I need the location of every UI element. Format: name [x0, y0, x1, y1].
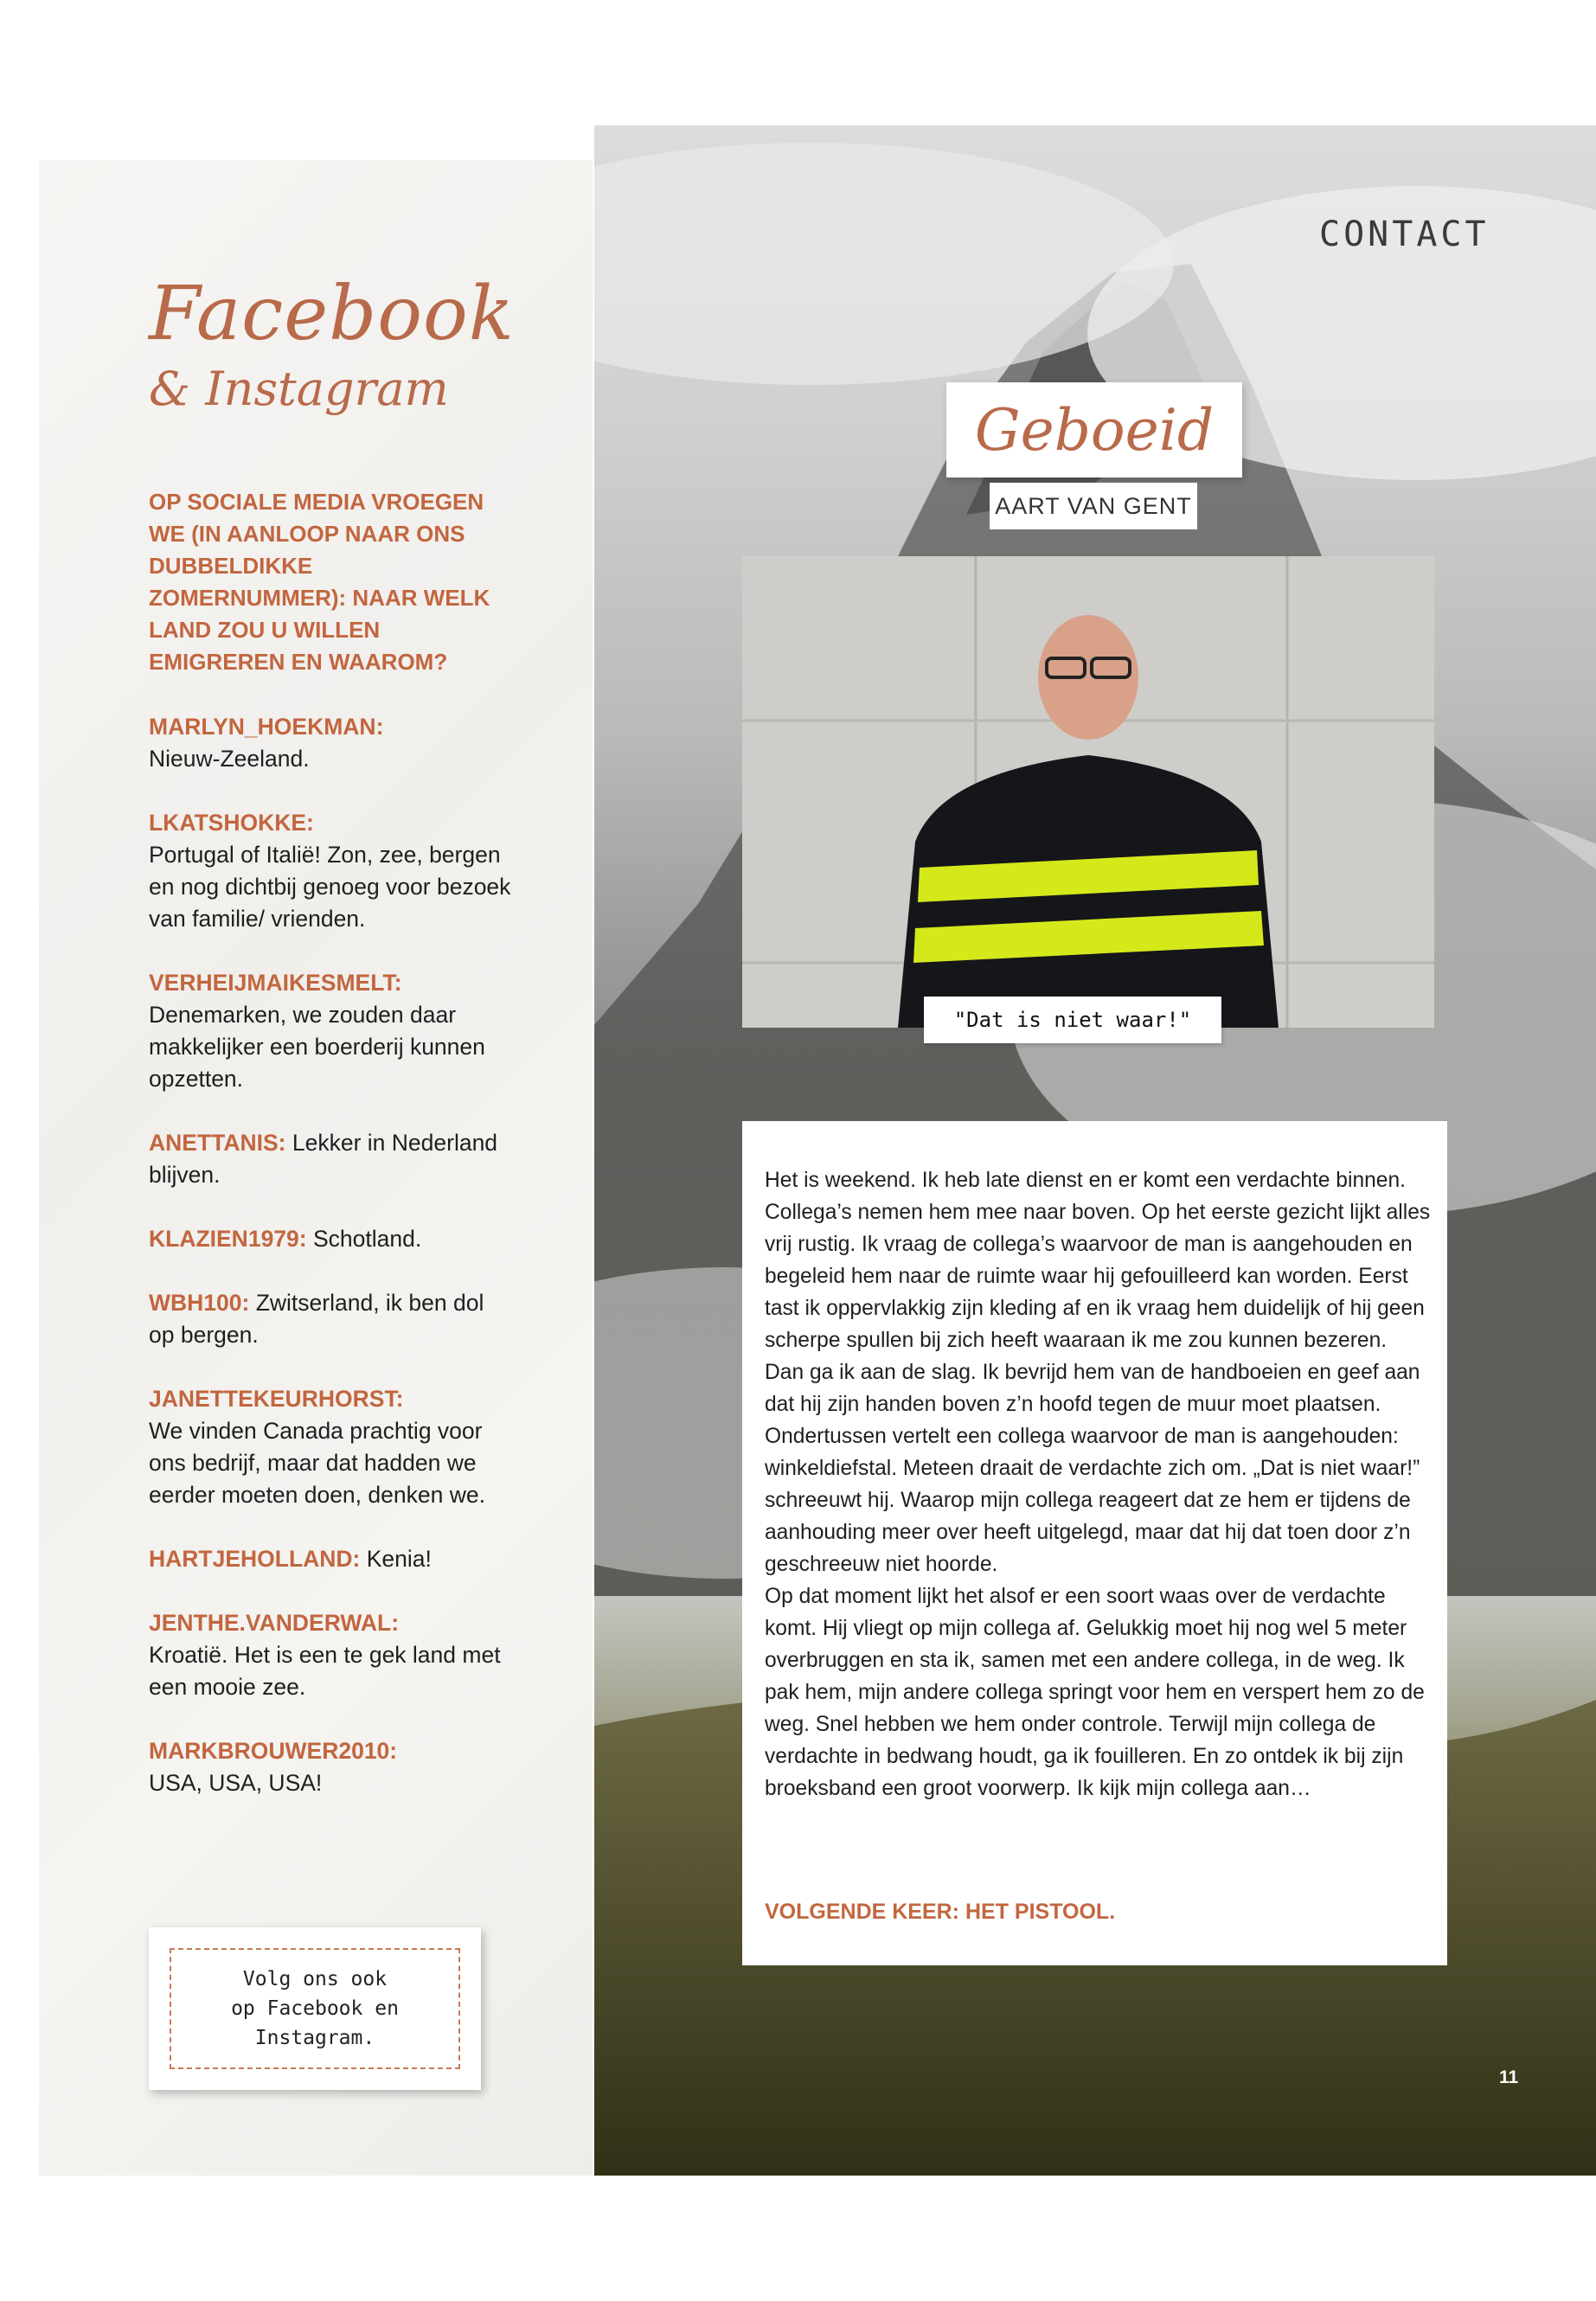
answer-handle: KLAZIEN1979:	[149, 1226, 307, 1252]
answer-handle: JENTHE.VANDERWAL:	[149, 1610, 400, 1636]
page-number: 11	[1499, 2067, 1519, 2087]
answer-handle: ANETTANIS:	[149, 1130, 286, 1156]
answer-item	[149, 711, 512, 775]
answer-handle: MARLYN_HOEKMAN:	[149, 714, 384, 740]
story-paragraph: Op dat moment lijkt het alsof er een soort waas over de verdachte komt. Hij vliegt op mijn collega af. Gelukkig moet hij nog wel 5 meter overbruggen en sta ik, samen met een andere collega, in de weg. Ik pak hem, mijn andere collega springt voor hem en verspert hem zo de weg. Snel hebben we hem onder controle. Terwijl mijn collega de verdachte in bedwang houdt, ga ik fouilleren. En zo ontdek ik bij zijn broeksband een groot voorwerp. Ik kijk mijn collega aan…	[765, 1585, 1425, 1800]
answer-text: Denemarken, we zouden daar makkelijker een boerderij kunnen opzetten.	[149, 1002, 485, 1092]
answer-text: Zwitserland, ik ben dol op bergen.	[149, 1290, 484, 1348]
answer-item	[149, 1383, 512, 1511]
police-officer-photo	[742, 556, 1434, 1028]
answer-handle: MARKBROUWER2010:	[149, 1738, 398, 1764]
answer-item	[149, 1287, 512, 1351]
answer-text: Kenia!	[366, 1546, 432, 1572]
answer-text: Lekker in Nederland blijven.	[149, 1130, 498, 1188]
answer-item	[149, 967, 512, 1095]
answer-item	[149, 807, 512, 935]
follow-note: Volg ons ook op Facebook en Instagram.	[170, 1948, 460, 2069]
officer-portrait-illustration	[742, 556, 1434, 1028]
story-text	[765, 1164, 1431, 1804]
section-label: CONTACT	[1319, 215, 1490, 254]
instagram-subtitle: & Instagram	[149, 362, 449, 416]
answer-handle: WBH100:	[149, 1290, 250, 1316]
facebook-title: Facebook	[149, 271, 515, 357]
answer-item	[149, 1607, 512, 1703]
story-paragraph: Het is weekend. Ik heb late dienst en er komt een verdachte binnen. Collega’s nemen hem mee naar boven. Op het eerste gezicht lijkt alles vrij rustig. Ik vraag de collega’s waarvoor de man is aangehouden en begeleid hem naar de ruimte waar hij gefouilleerd kan worden. Eerst tast ik oppervlakkig zijn kleding af en ik vraag hem duidelijk of hij geen scherpe spullen bij zich heeft waaraan ik me zou kunnen bezeren. Dan ga ik aan de slag. Ik bevrijd hem van de handboeien en geef aan dat hij zijn handen boven z’n hoofd tegen de muur moet plaatsen.	[765, 1169, 1431, 1416]
answer-text: USA, USA, USA!	[149, 1770, 323, 1796]
column-title: Geboeid	[946, 382, 1242, 478]
answer-handle: JANETTEKEURHORST:	[149, 1386, 404, 1412]
answers-list	[149, 711, 512, 1831]
answer-text: We vinden Canada prachtig voor ons bedrijf, maar dat hadden we eerder moeten doen, denken we.	[149, 1418, 485, 1508]
answer-handle: HARTJEHOLLAND:	[149, 1546, 361, 1572]
answer-text: Portugal of Italië! Zon, zee, bergen en nog dichtbij genoeg voor bezoek van familie/ vrienden.	[149, 842, 511, 932]
column-author: AART VAN GENT	[990, 483, 1197, 529]
answer-text: Schotland.	[312, 1226, 422, 1252]
answer-text: Nieuw-Zeeland.	[149, 746, 310, 772]
answer-item	[149, 1127, 512, 1191]
answer-item	[149, 1735, 512, 1799]
next-episode-teaser: VOLGENDE KEER: HET PISTOOL.	[765, 1900, 1116, 1924]
answer-handle: VERHEIJMAIKESMELT:	[149, 970, 402, 996]
answer-item	[149, 1543, 512, 1575]
answer-item	[149, 1223, 512, 1255]
social-question: OP SOCIALE MEDIA VROEGEN WE (IN AANLOOP NAAR ONS DUBBELDIKKE ZOMERNUMMER): NAAR WELK LAND ZOU U WILLEN EMIGREREN EN WAAROM?	[149, 489, 490, 675]
answer-text: Kroatië. Het is een te gek land met een mooie zee.	[149, 1642, 501, 1700]
story-card	[742, 1121, 1447, 1965]
answer-handle: LKATSHOKKE:	[149, 810, 314, 836]
follow-note-card	[149, 1927, 481, 2090]
story-paragraph: Ondertussen vertelt een collega waarvoor de man is aangehouden: winkeldiefstal. Meteen draait de verdachte zich om. „Dat is niet waar!” schreeuwt hij. Waarop mijn collega reageert dat ze hem er tijdens de aanhouding meer over heeft uitgelegd, maar dat hij dat toen door z’n geschreeuw niet hoorde.	[765, 1425, 1420, 1576]
quote-label: "Dat is niet waar!"	[924, 997, 1221, 1043]
